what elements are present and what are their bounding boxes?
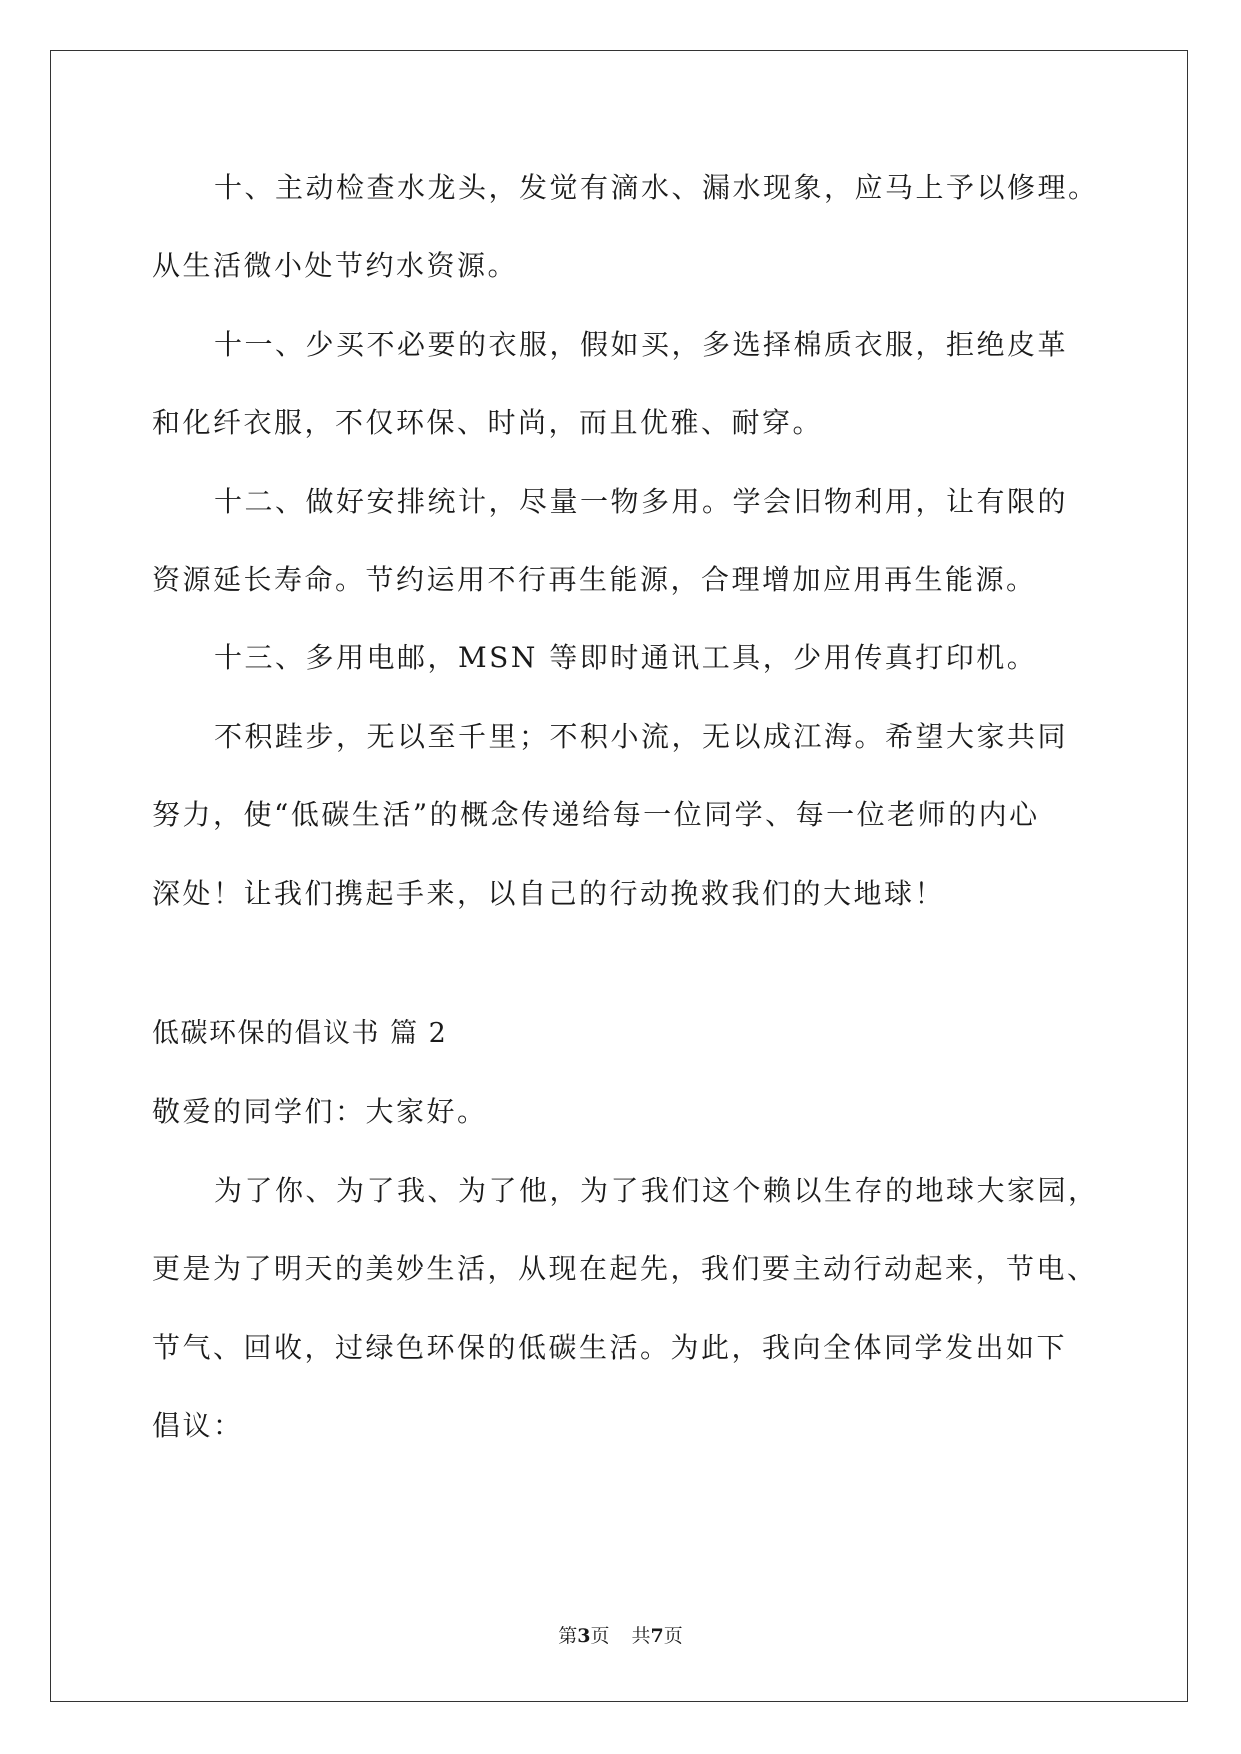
total-suffix: 页 <box>663 1625 683 1647</box>
section-title: 低碳环保的倡议书 篇 2 <box>152 1018 448 1049</box>
paragraph-line: 资源延长寿命。节约运用不行再生能源，合理增加应用再生能源。 <box>152 563 1037 596</box>
page-suffix: 页 <box>590 1625 610 1647</box>
page-current: 3 <box>577 1625 591 1647</box>
paragraph-line: 努力，使“低碳生活”的概念传递给每一位同学、每一位老师的内心 <box>152 798 1040 831</box>
paragraph-line: 更是为了明天的美妙生活，从现在起先，我们要主动行动起来，节电、 <box>152 1252 1098 1285</box>
page-footer <box>0 1624 1241 1648</box>
paragraph-line: 深处！让我们携起手来，以自己的行动挽救我们的大地球！ <box>152 877 946 910</box>
paragraph-line: 从生活微小处节约水资源。 <box>152 249 519 282</box>
paragraph-line: 十二、做好安排统计，尽量一物多用。学会旧物利用，让有限的 <box>214 485 1069 518</box>
greeting-line: 敬爱的同学们：大家好。 <box>152 1095 488 1128</box>
paragraph-line: 为了你、为了我、为了他，为了我们这个赖以生存的地球大家园， <box>214 1174 1099 1207</box>
paragraph-line: 十、主动检查水龙头，发觉有滴水、漏水现象，应马上予以修理。 <box>214 171 1099 204</box>
paragraph-line: 不积跬步，无以至千里；不积小流，无以成江海。希望大家共同 <box>214 720 1069 753</box>
paragraph-line: 十一、少买不必要的衣服，假如买，多选择棉质衣服，拒绝皮革 <box>214 328 1069 361</box>
page-prefix: 第 <box>558 1625 578 1647</box>
paragraph-line: 和化纤衣服，不仅环保、时尚，而且优雅、耐穿。 <box>152 406 824 439</box>
page-total: 7 <box>650 1625 664 1647</box>
paragraph-line: 倡议： <box>152 1409 244 1442</box>
paragraph-line: 十三、多用电邮，MSN 等即时通讯工具，少用传真打印机。 <box>214 641 1038 674</box>
paragraph-line: 节气、回收，过绿色环保的低碳生活。为此，我向全体同学发出如下 <box>152 1331 1068 1364</box>
total-prefix: 共 <box>631 1625 651 1647</box>
